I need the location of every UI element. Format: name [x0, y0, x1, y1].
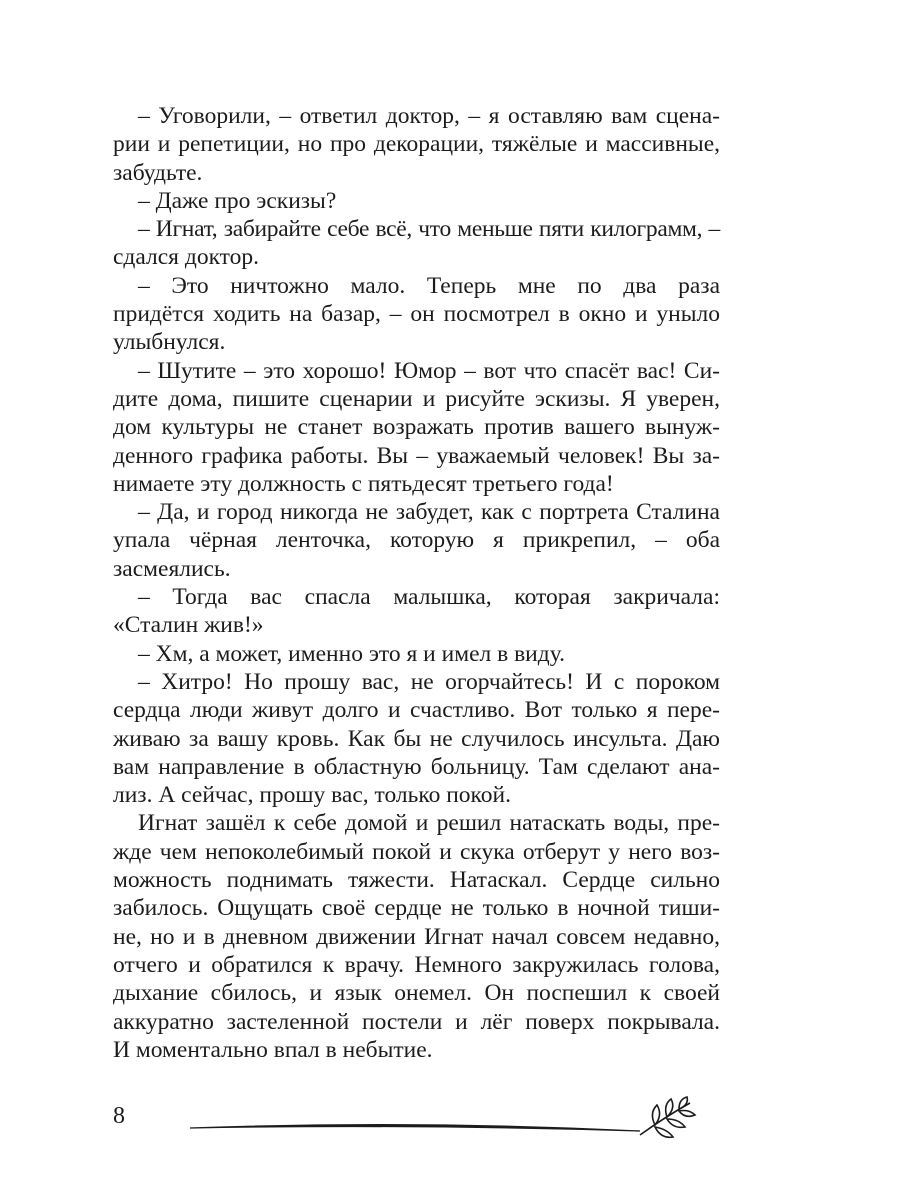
text-line: нимаете эту должность с пятьдесят третьего года! [113, 470, 614, 497]
text-line: лиз. А сейчас, прошу вас, только покой. [113, 782, 511, 809]
text-line: Игнат зашёл к себе домой и решил натаскать воды, пре- [138, 810, 720, 837]
body-text [113, 102, 720, 1064]
text-line: улыбнулся. [113, 329, 226, 356]
text-line: жде чем непоколебимый покой и скука отберут у него воз- [113, 838, 720, 865]
text-line: отчего и обратился к врачу. Немного закружилась голова, [113, 951, 720, 978]
text-line: сдался доктор. [113, 244, 260, 271]
text-line: забилось. Ощущать своё сердце не только в ночной тиши- [113, 895, 720, 922]
text-line: упала чёрная ленточка, которую я прикрепил, – оба [113, 527, 720, 554]
text-line: И моментально впал в небытие. [113, 1036, 433, 1063]
text-line: – Хм, а может, именно это я и имел в виду. [138, 640, 565, 667]
text-line: сердца люди живут долго и счастливо. Вот только я пере- [113, 697, 720, 724]
text-line: аккуратно застеленной постели и лёг поверх покрывала. [113, 1008, 720, 1035]
text-line: – Тогда вас спасла малышка, которая закричала: [138, 584, 720, 611]
text-line: дыхание сбилось, и язык онемел. Он поспешил к своей [113, 980, 720, 1007]
text-line: – Уговорили, – ответил доктор, – я оставляю вам сцена- [138, 103, 720, 129]
text-line: забудьте. [113, 159, 203, 186]
text-line: денного графика работы. Вы – уважаемый человек! Вы за- [113, 442, 720, 469]
text-line: дом культуры не станет возражать против вашего вынуж- [113, 414, 720, 441]
text-line: – Хитро! Но прошу вас, не огорчайтесь! И с пороком [138, 668, 720, 695]
text-line: – Это ничтожно мало. Теперь мне по два раза [138, 272, 720, 299]
footer-rule [190, 1125, 640, 1131]
footer-ornament [185, 1095, 705, 1145]
text-line: дите дома, пишите сценарии и рисуйте эскизы. Я уверен, [113, 385, 720, 412]
text-line: – Шутите – это хорошо! Юмор – вот что спасёт вас! Си- [138, 357, 720, 384]
text-line: «Сталин жив!» [113, 612, 264, 639]
text-line: придётся ходить на базар, – он посмотрел в окно и уныло [113, 301, 720, 328]
text-line: – Да, и город никогда не забудет, как с портрета Сталина [138, 499, 720, 526]
text-line: вам направление в областную больницу. Там сделают ана- [113, 753, 720, 780]
page-number: 8 [113, 1103, 125, 1129]
text-line: – Игнат, забирайте себе всё, что меньше пяти килограмм, – [138, 216, 720, 243]
text-line: – Даже про эскизы? [138, 187, 337, 214]
text-line: рии и репетиции, но про декорации, тяжёлые и массивные, [113, 131, 720, 158]
text-line: живаю за вашу кровь. Как бы не случилось инсульта. Даю [113, 725, 720, 752]
leaf-branch-icon [640, 1097, 695, 1137]
text-line: не, но и в дневном движении Игнат начал совсем недавно, [113, 923, 720, 950]
text-line: засмеялись. [113, 555, 231, 582]
text-line: можность поднимать тяжести. Натаскал. Сердце сильно [113, 867, 720, 894]
